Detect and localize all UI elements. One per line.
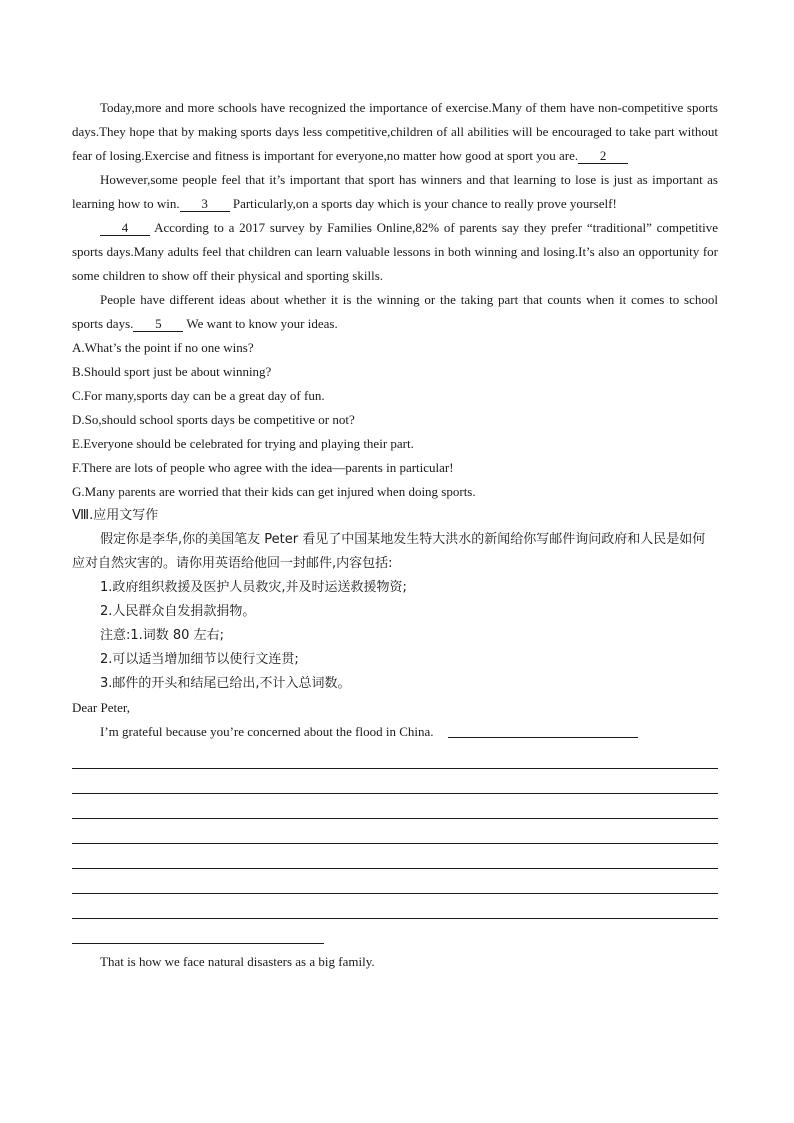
note-3: 3.邮件的开头和结尾已给出,不计入总词数。 bbox=[100, 676, 351, 691]
option-d: D.So,should school sports days be competitive or not? bbox=[72, 412, 355, 427]
paragraph-2-after: Particularly,on a sports day which is your chance to really prove yourself! bbox=[232, 196, 617, 211]
writing-prompt: 假定你是李华,你的美国笔友 Peter 看见了中国某地发生特大洪水的新闻给你写邮件询问政府和人民是如何应对自然灾害的。请你用英语给他回一封邮件,内容包括: bbox=[72, 532, 706, 571]
writing-line[interactable] bbox=[72, 769, 718, 794]
option-f: F.There are lots of people who agree with the idea—parents in particular! bbox=[72, 460, 454, 475]
writing-line[interactable] bbox=[72, 744, 718, 769]
note-1: 注意:1.词数 80 左右; bbox=[100, 628, 224, 643]
blank-4[interactable]: 4 bbox=[100, 220, 150, 236]
paragraph-4-text: People have different ideas about whether it is the winning or the taking part that counts when it comes to school sports days. bbox=[72, 292, 718, 331]
content-point-1: 1.政府组织救援及医护人员救灾,并及时运送救援物资; bbox=[100, 580, 407, 595]
option-g: G.Many parents are worried that their kids can get injured when doing sports. bbox=[72, 484, 476, 499]
writing-line[interactable] bbox=[72, 869, 718, 894]
option-a: A.What’s the point if no one wins? bbox=[72, 340, 254, 355]
writing-line-opening[interactable] bbox=[448, 729, 638, 738]
writing-line[interactable] bbox=[72, 819, 718, 844]
letter-greeting: Dear Peter, bbox=[72, 700, 130, 715]
letter-closing: That is how we face natural disasters as a big family. bbox=[100, 954, 375, 969]
blank-3[interactable]: 3 bbox=[180, 196, 230, 212]
section-title: Ⅷ.应用文写作 bbox=[72, 508, 159, 523]
note-2: 2.可以适当增加细节以使行文连贯; bbox=[100, 652, 299, 667]
passage-paragraph-3 bbox=[72, 216, 718, 288]
opening-sentence: I’m grateful because you’re concerned about the flood in China. bbox=[100, 724, 434, 739]
paragraph-3-text: According to a 2017 survey by Families Online,82% of parents say they prefer “traditional” competitive sports days.Many adults feel that children can learn valuable lessons in both winning and losing.It’s also an opportunity for some children to show off their physical and sporting skills. bbox=[72, 220, 718, 283]
writing-area[interactable] bbox=[72, 744, 718, 944]
writing-line[interactable] bbox=[72, 794, 718, 819]
passage-paragraph-2 bbox=[72, 168, 718, 216]
writing-line[interactable] bbox=[72, 844, 718, 869]
paragraph-1-text: Today,more and more schools have recognized the importance of exercise.Many of them have non-competitive sports days.They hope that by making sports days less competitive,children of all abilities will be encouraged to take part without fear of losing.Exercise and fitness is important for everyone,no matter how good at sport you are. bbox=[72, 100, 718, 163]
option-e: E.Everyone should be celebrated for trying and playing their part. bbox=[72, 436, 414, 451]
paragraph-2-text: However,some people feel that it’s important that sport has winners and that learning to lose is just as important as learning how to win. bbox=[72, 172, 718, 211]
option-c: C.For many,sports day can be a great day of fun. bbox=[72, 388, 325, 403]
option-b: B.Should sport just be about winning? bbox=[72, 364, 272, 379]
paragraph-4-after: We want to know your ideas. bbox=[186, 316, 338, 331]
options-list bbox=[72, 336, 718, 504]
worksheet-page bbox=[72, 96, 718, 974]
letter-opening bbox=[72, 720, 718, 744]
writing-line[interactable] bbox=[72, 894, 718, 919]
content-point-2: 2.人民群众自发捐款捐物。 bbox=[100, 604, 256, 619]
blank-2[interactable]: 2 bbox=[578, 148, 628, 164]
writing-line-last[interactable] bbox=[72, 919, 324, 944]
passage-paragraph-4 bbox=[72, 288, 718, 336]
passage-paragraph-1 bbox=[72, 96, 718, 168]
blank-5[interactable]: 5 bbox=[133, 316, 183, 332]
